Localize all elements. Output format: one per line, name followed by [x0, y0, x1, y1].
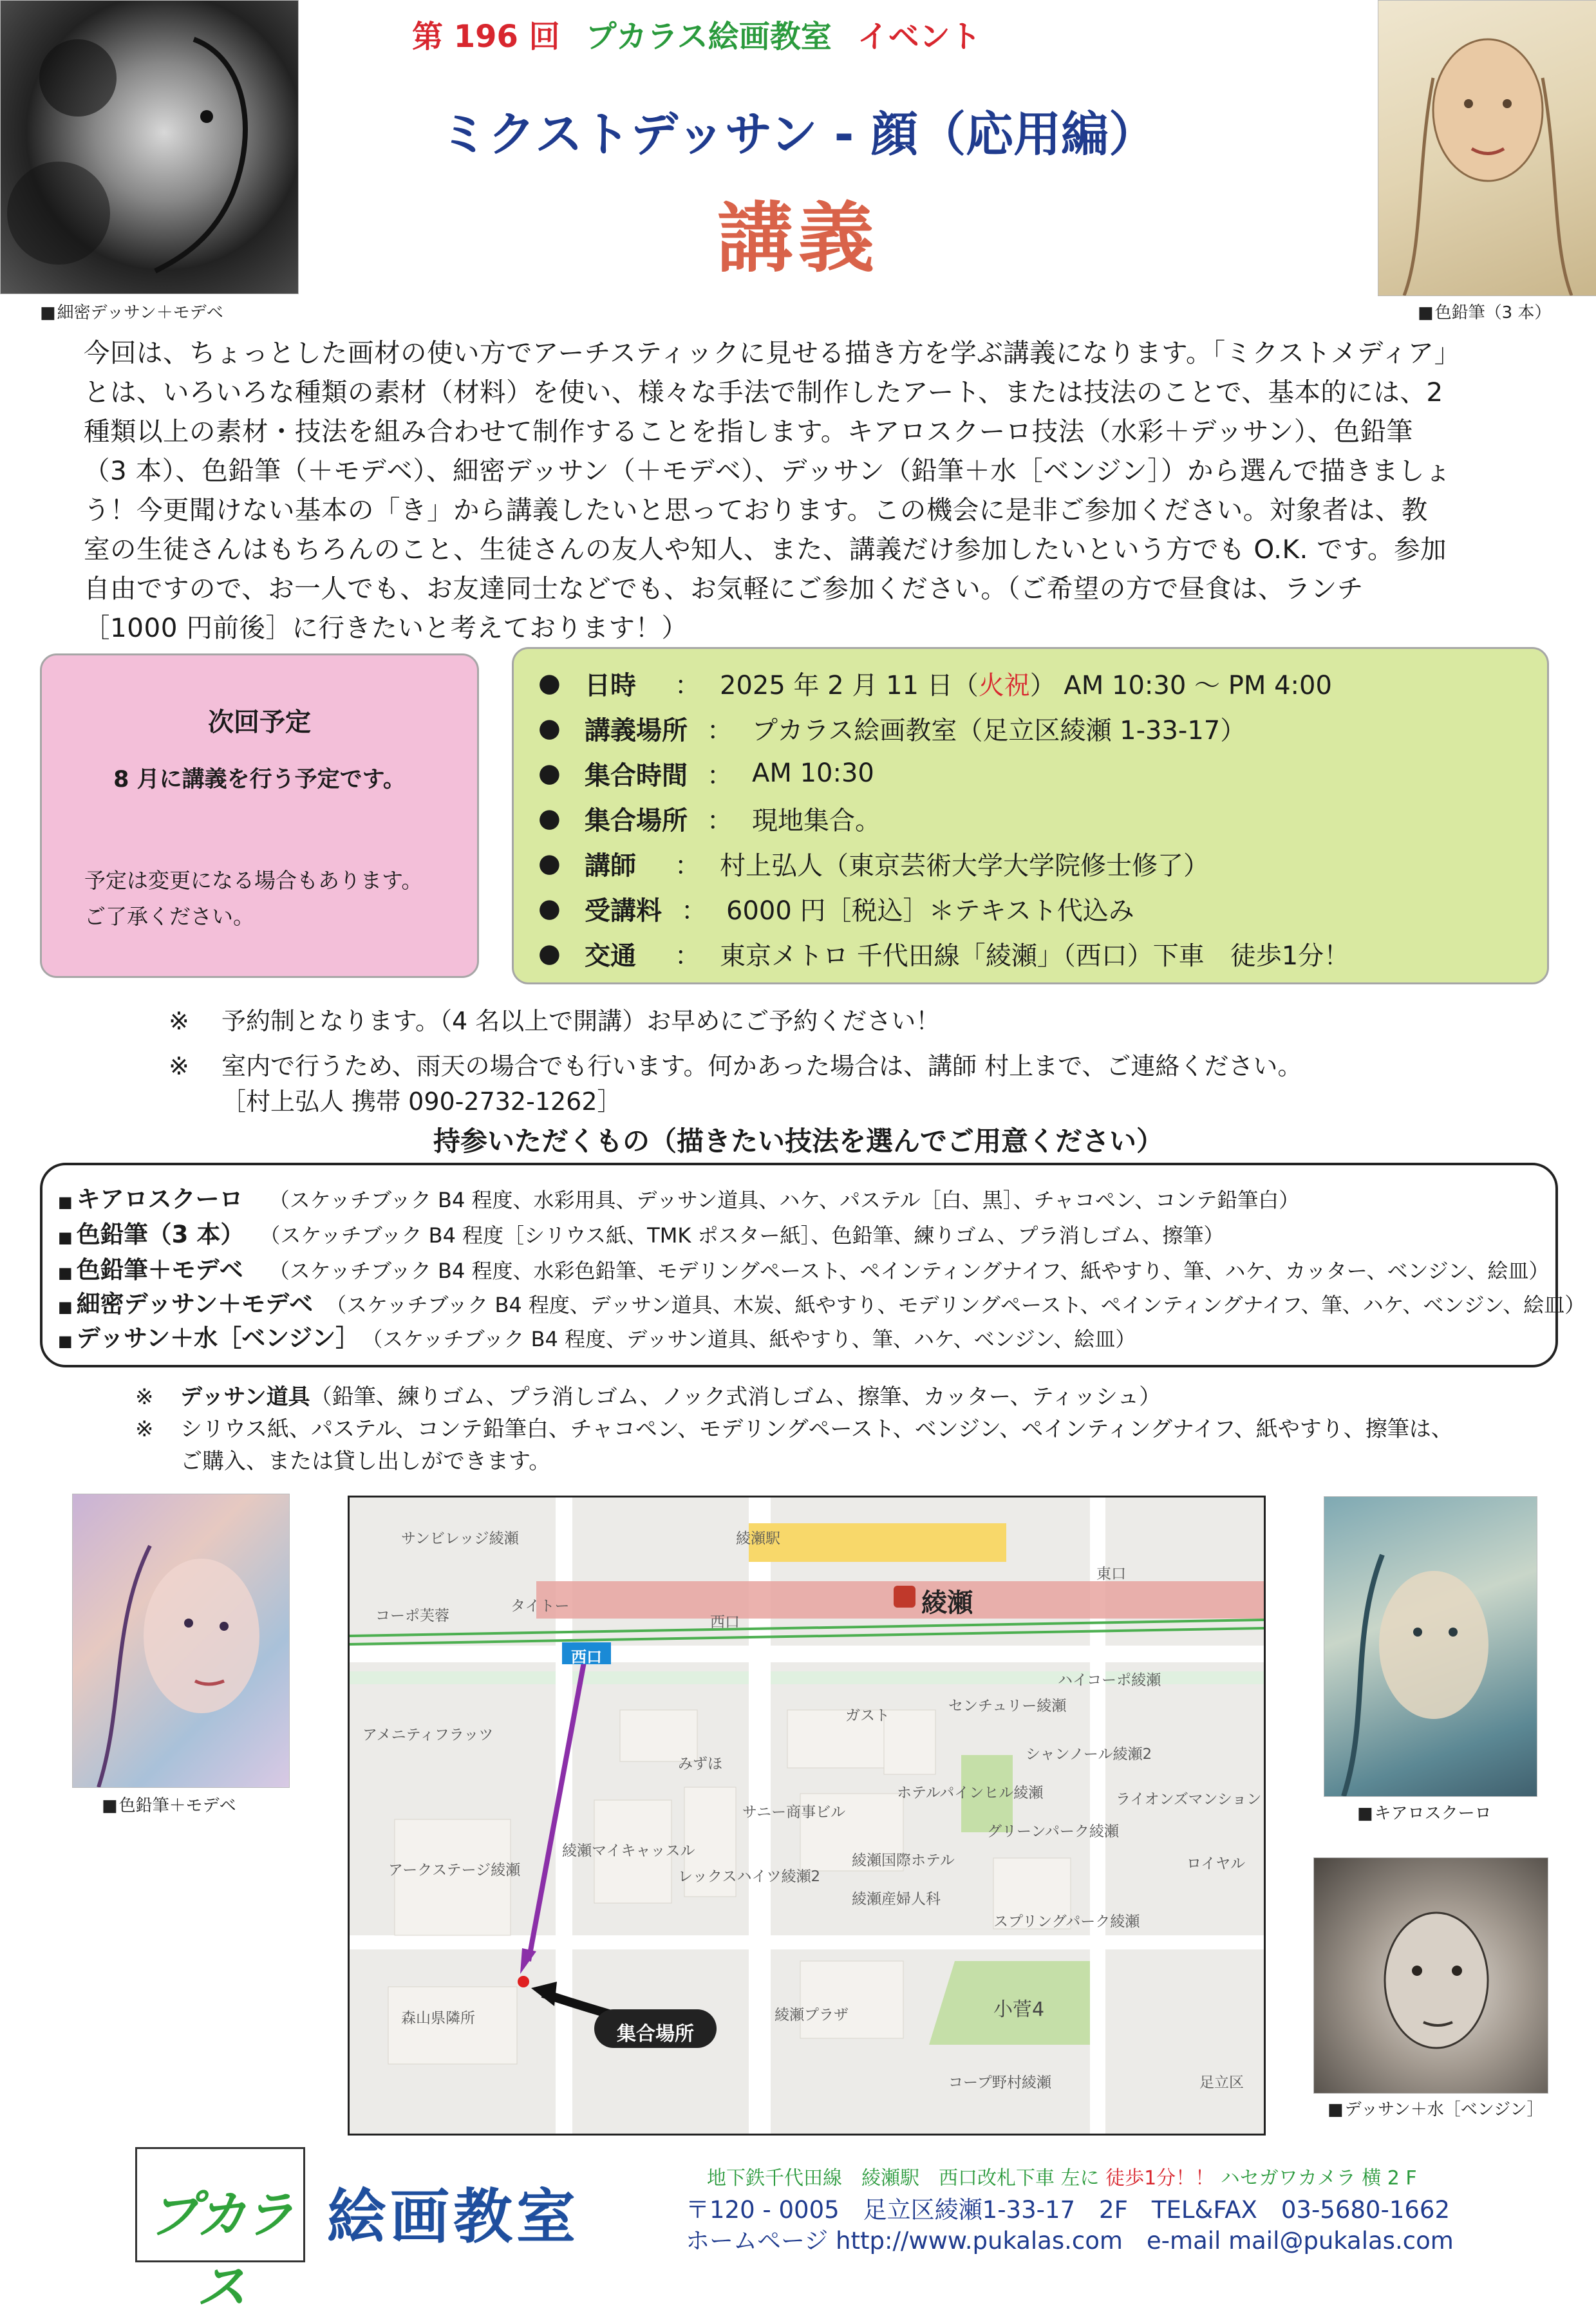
rain-note	[169, 1046, 1302, 1082]
note-mark: ※	[169, 1052, 189, 1080]
bring-list-title: 持参いただくもの（描きたい技法を選んでご用意ください）	[433, 1125, 1163, 1157]
next-schedule-title: 次回予定	[208, 708, 311, 737]
map-label: アークステージ綾瀬	[388, 1862, 521, 1879]
reservation-note	[169, 1001, 940, 1037]
face-sketch-icon	[1, 1, 298, 294]
colon: ：	[681, 896, 707, 926]
caption-fine-drawing: ■ 細密デッサン＋モデベ	[40, 299, 223, 323]
bullet-icon: ●	[538, 894, 561, 923]
event-header	[412, 12, 1185, 57]
footer-web[interactable]: ホームページ http://www.pukalas.com e-mail mail@pukalas.com	[686, 2227, 1454, 2255]
square-icon: ■	[58, 1332, 73, 1350]
map-label: ライオンズマンション	[1116, 1791, 1262, 1808]
caption-drawing-benzine: ■ デッサン＋水［ベンジン］	[1328, 2096, 1543, 2120]
square-icon: ■	[58, 1193, 73, 1211]
info-label: 交通	[585, 941, 636, 971]
info-fee	[538, 886, 1530, 931]
map-label: 森山県隣所	[401, 2010, 475, 2027]
map-label: コープ野村綾瀬	[948, 2074, 1051, 2091]
bring-item	[58, 1179, 1299, 1214]
colon: ：	[707, 715, 733, 746]
event-number: 第 196 回	[412, 19, 560, 55]
bullet-icon: ●	[538, 758, 561, 788]
intro-line: う！今更聞けない基本の「き」から講義したいと思っております。この機会に是非ご参加ください。対象者は、教	[84, 494, 1428, 525]
logo-text: プカラス	[149, 2186, 292, 2316]
info-label: 日時	[585, 670, 636, 700]
intro-line: とは、いろいろな種類の素材（材料）を使い、様々な手法で制作したアート、または技法のことで、基本的には、2	[84, 377, 1443, 408]
artwork-fine-drawing	[0, 0, 299, 294]
bring-item-name: キアロスクーロ	[76, 1185, 243, 1213]
map-label: サンビレッジ綾瀬	[401, 1530, 519, 1547]
footer-school-name: 絵画教室	[327, 2183, 580, 2251]
map-label: コーポ芙蓉	[375, 1608, 449, 1624]
intro-line: 室の生徒さんはもちろんのこと、生徒さんの友人や知人、また、講義だけ参加したいという方でも O.K. です。参加	[84, 534, 1447, 565]
page-subtitle: ミクストデッサン - 顔（応用編）	[440, 107, 1157, 162]
info-label: 集合場所	[585, 805, 688, 836]
bullet-icon: ●	[538, 713, 561, 743]
directions-text: 地下鉄千代田線 綾瀬駅 西口改札下車 左に	[707, 2167, 1100, 2190]
colon: ：	[707, 760, 733, 791]
note-mark: ※	[135, 1384, 154, 1410]
note-mark: ※	[169, 1007, 189, 1035]
map-label: 綾瀬国際ホテル	[852, 1852, 955, 1869]
map-label: 西口	[710, 1614, 740, 1631]
info-label: 講義場所	[585, 715, 688, 746]
bring-item-name: 色鉛筆（3 本）	[76, 1221, 245, 1248]
fee-value: 6000 円［税込］＊テキスト代込み	[726, 896, 1134, 926]
teacher-phone: ［村上弘人 携帯 090-2732-1262］	[221, 1087, 622, 1116]
event-info-box	[512, 647, 1549, 984]
bring-item-detail: （スケッチブック B4 程度、デッサン道具、紙やすり、筆、ハケ、ベンジン、絵皿）	[372, 1327, 1136, 1351]
map-label: 綾瀬駅	[736, 1530, 780, 1547]
map-label: シャンノール綾瀬2	[1026, 1746, 1152, 1763]
page-title: 講義	[717, 194, 879, 283]
note-line: ご了承ください。	[84, 904, 254, 929]
info-date	[538, 661, 1530, 706]
bring-item-detail: （スケッチブック B4 程度、デッサン道具、木炭、紙やすり、モデリングペースト、ペインティングナイフ、筆、ハケ、ベンジン、絵皿）	[326, 1293, 1586, 1317]
event-word: イベント	[857, 19, 981, 55]
map-label: スプリングパーク綾瀬	[993, 1913, 1140, 1930]
portrait-icon	[1324, 1497, 1537, 1796]
note-text: （鉛筆、練りゴム、プラ消しゴム、ノック式消しゴム、擦筆、カッター、ティッシュ）	[310, 1384, 1161, 1410]
map-label: グリーンパーク綾瀬	[987, 1823, 1119, 1840]
directions-text: ハセガワカメラ 横 2 F	[1220, 2167, 1417, 2190]
colon: ：	[675, 850, 700, 881]
bullet-icon: ●	[538, 849, 561, 878]
footer-address: 〒120 - 0005 足立区綾瀬1-33-17 2F TEL&FAX 03-5680-1662	[686, 2196, 1450, 2224]
portrait-icon	[73, 1494, 289, 1787]
square-icon: ■	[58, 1298, 73, 1316]
caption-colored-pencil: ■ 色鉛筆（3 本）	[1418, 299, 1551, 323]
bring-item	[58, 1319, 1136, 1353]
next-schedule-note	[84, 863, 471, 935]
map-label: サニー商事ビル	[742, 1804, 846, 1821]
footer-directions	[707, 2162, 1417, 2190]
map-label: ロイヤル	[1187, 1855, 1246, 1872]
bullet-icon: ●	[538, 939, 561, 968]
portrait-icon	[1314, 1858, 1548, 2093]
map-label: 小菅4	[993, 1998, 1045, 2021]
tools-note	[135, 1379, 1161, 1411]
rental-note	[135, 1411, 1453, 1443]
intro-line: 今回は、ちょっとした画材の使い方でアーチスティックに見せる描き方を学ぶ講義になります。「ミクストメディア」	[84, 337, 1461, 368]
exit-label: 西口	[571, 1648, 602, 1666]
map-label: ホテルパインヒル綾瀬	[897, 1785, 1044, 1801]
meet-place-value: 現地集合。	[752, 805, 881, 836]
square-icon: ■	[58, 1264, 73, 1282]
square-icon: ■	[58, 1228, 73, 1246]
teacher-value: 村上弘人（東京芸術大学大学院修士修了）	[720, 850, 1209, 881]
note-line: 予定は変更になる場合もあります。	[84, 868, 423, 893]
bring-item-detail: （スケッチブック B4 程度、水彩用具、デッサン道具、ハケ、パステル［白、黒］、チャコペン、コンテ鉛筆白）	[268, 1188, 1300, 1212]
bring-item-name: デッサン＋水［ベンジン］	[76, 1324, 360, 1352]
note-mark: ※	[135, 1416, 154, 1442]
school-name: プカラス絵画教室	[585, 19, 832, 55]
intro-line: ［1000 円前後］に行きたいと考えております！）	[84, 612, 688, 643]
bullet-icon: ●	[538, 803, 561, 833]
next-schedule-box	[40, 653, 479, 978]
artwork-drawing-benzine	[1313, 1857, 1548, 2094]
walk-time: 徒歩1分！！	[1105, 2167, 1215, 2190]
map-label: みずほ	[678, 1756, 722, 1772]
map-label: タイトー	[511, 1598, 570, 1615]
map-label: 綾瀬プラザ	[775, 2007, 849, 2023]
caption-pencil-modeling: ■ 色鉛筆＋モデベ	[102, 1792, 236, 1816]
info-access	[538, 931, 1530, 976]
date-value: 2025 年 2 月 11 日（	[720, 670, 979, 700]
map-label: センチュリー綾瀬	[948, 1698, 1067, 1714]
info-place	[538, 706, 1530, 751]
artwork-colored-pencil	[1378, 0, 1596, 296]
info-label: 受講料	[585, 896, 662, 926]
intro-line: 自由ですので、お一人でも、お友達同士などでも、お気軽にご参加ください。（ご希望の方で昼食は、ランチ	[84, 573, 1364, 604]
info-meet-place	[538, 796, 1530, 841]
place-value: プカラス絵画教室（足立区綾瀬 1-33-17）	[752, 715, 1246, 746]
colon: ：	[675, 941, 700, 971]
station-label: 綾瀬	[921, 1588, 973, 1618]
next-schedule-text: 8 月に講義を行う予定です。	[113, 767, 406, 793]
colon: ：	[675, 670, 700, 700]
map-label: ハイコーポ綾瀬	[1058, 1672, 1161, 1689]
map-label: 東口	[1096, 1566, 1126, 1582]
rental-note-2: ご購入、または貸し出しができます。	[180, 1449, 551, 1474]
bring-item	[58, 1284, 1585, 1319]
access-map[interactable]	[348, 1496, 1266, 2136]
map-label: 綾瀬産婦人科	[852, 1891, 941, 1908]
map-label: レックスハイツ綾瀬2	[678, 1868, 821, 1885]
info-label: 集合時間	[585, 760, 688, 791]
portrait-icon	[1378, 1, 1596, 296]
bring-item-name: 色鉛筆＋モデベ	[76, 1256, 243, 1284]
tools-label: デッサン道具	[180, 1384, 310, 1410]
intro-line: （3 本）、色鉛筆（＋モデベ）、細密デッサン（＋モデベ）、デッサン（鉛筆＋水［ベンジン］）から選んで描きましょ	[84, 455, 1451, 486]
map-label: 綾瀬マイキャッスル	[562, 1843, 695, 1859]
map-label: アメニティフラッツ	[362, 1727, 494, 1743]
bring-item-detail: （スケッチブック B4 程度［シリウス紙、TMK ポスター紙］、色鉛筆、練りゴム、プラ消しゴム、擦筆）	[270, 1223, 1225, 1248]
bring-item	[58, 1215, 1224, 1250]
info-meet-time	[538, 751, 1530, 796]
intro-line: 種類以上の素材・技法を組み合わせて制作することを指します。キアロスクーロ技法（水彩＋デッサン）、色鉛筆	[84, 416, 1413, 447]
note-text: 室内で行うため、雨天の場合でも行います。何かあった場合は、講師 村上まで、ご連絡ください。	[221, 1052, 1302, 1080]
map-label: ガスト	[845, 1707, 890, 1724]
intro-text	[84, 333, 1500, 648]
info-teacher	[538, 841, 1530, 886]
bullet-icon: ●	[538, 668, 561, 698]
meet-time-value: AM 10:30	[752, 758, 874, 788]
bring-item-name: 細密デッサン＋モデベ	[76, 1290, 314, 1318]
info-label: 講師	[585, 850, 636, 881]
bring-item	[58, 1250, 1549, 1285]
meeting-point-label: 集合場所	[617, 2023, 694, 2045]
note-text: シリウス紙、パステル、コンテ鉛筆白、チャコペン、モデリングペースト、ベンジン、ペインティングナイフ、紙やすり、擦筆は、	[180, 1416, 1453, 1442]
map-label: 足立区	[1199, 2074, 1244, 2091]
time-value: ） AM 10:30 ～ PM 4:00	[1029, 670, 1332, 700]
artwork-pencil-modeling	[72, 1494, 290, 1788]
colon: ：	[707, 805, 733, 836]
artwork-chiaroscuro	[1324, 1496, 1537, 1797]
access-value: 東京メトロ 千代田線「綾瀬」（西口）下車 徒歩1分！	[720, 941, 1350, 971]
holiday-label: 火祝	[978, 670, 1030, 700]
caption-chiaroscuro: ■ キアロスクーロ	[1357, 1800, 1492, 1824]
bring-item-detail: （スケッチブック B4 程度、水彩色鉛筆、モデリングペースト、ペインティングナイフ、紙やすり、筆、ハケ、カッター、ベンジン、絵皿）	[268, 1259, 1550, 1283]
note-text: 予約制となります。（4 名以上で開講）お早めにご予約ください！	[221, 1007, 941, 1035]
school-logo	[135, 2147, 305, 2316]
